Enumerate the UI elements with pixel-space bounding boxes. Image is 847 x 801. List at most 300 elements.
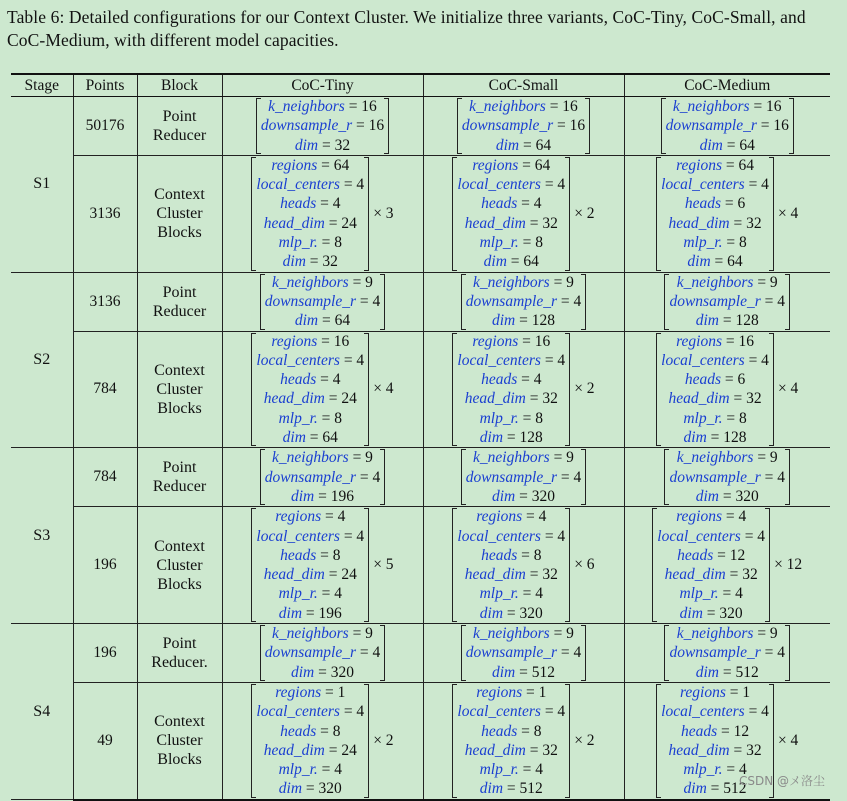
block-label-line: Blocks	[157, 224, 202, 242]
config-value: = 128	[722, 312, 759, 330]
config-value: = 4	[343, 527, 365, 545]
config-entry	[256, 370, 364, 389]
config-key: dim	[294, 136, 319, 154]
config-key: regions	[271, 156, 318, 174]
config-entry	[669, 624, 785, 643]
config-key: heads	[481, 371, 518, 389]
config-key: dim	[278, 604, 303, 622]
config-key: mlp_r.	[479, 761, 519, 779]
config-entry	[457, 527, 565, 546]
config-cell-coc-medium	[624, 507, 830, 624]
config-entry	[666, 136, 789, 155]
config-entry	[457, 332, 565, 351]
config-entry	[669, 292, 785, 311]
config-entry	[666, 116, 789, 135]
config-key: dim	[479, 604, 504, 622]
config-key: k_neighbors	[676, 273, 754, 291]
block-label-line: Blocks	[157, 751, 202, 769]
block-cell	[137, 448, 222, 507]
config-entry	[265, 643, 381, 662]
config-value: = 12	[717, 546, 746, 564]
repeat-count: × 2	[574, 380, 595, 398]
config-key: dim	[294, 312, 319, 330]
config-matrix	[452, 683, 570, 799]
config-entry	[457, 428, 565, 447]
repeat-count: × 2	[574, 731, 595, 749]
config-value: = 9	[757, 449, 778, 467]
config-entry	[457, 722, 565, 741]
config-matrix	[251, 683, 369, 799]
config-entry	[466, 292, 582, 311]
config-entry	[256, 527, 364, 546]
config-key: mlp_r.	[679, 585, 719, 603]
config-value: = 64	[321, 156, 350, 174]
config-value: = 4	[321, 585, 343, 603]
config-entry	[462, 97, 585, 116]
config-entry	[466, 624, 582, 643]
table-body	[11, 97, 830, 800]
config-value: = 4	[521, 195, 542, 213]
config-cell-coc-small	[423, 97, 624, 156]
config-key: head_dim	[464, 566, 526, 584]
config-value: = 9	[757, 273, 778, 291]
config-value: = 64	[321, 312, 351, 330]
points-cell: 50176	[73, 97, 137, 156]
config-matrix	[452, 507, 570, 623]
config-entry	[669, 643, 785, 662]
config-value: = 12	[721, 722, 750, 740]
config-value: = 64	[522, 156, 551, 174]
header-points: Points	[73, 74, 137, 97]
table-row	[11, 682, 830, 799]
config-matrix	[664, 448, 790, 506]
points-cell: 196	[73, 507, 137, 624]
config-value: = 196	[318, 487, 354, 505]
config-value: = 16	[760, 117, 789, 135]
config-entry	[669, 448, 785, 467]
config-value: = 4	[526, 508, 547, 526]
config-entry	[661, 683, 769, 702]
config-key: heads	[280, 195, 317, 213]
config-key: k_neighbors	[469, 98, 546, 115]
config-value: = 4	[359, 468, 381, 486]
config-value: = 9	[352, 625, 373, 643]
config-key: downsample_r	[461, 117, 554, 135]
config-key: dim	[683, 780, 707, 798]
config-key: head_dim	[464, 741, 526, 759]
config-key: mlp_r.	[479, 585, 519, 603]
config-entry	[657, 527, 765, 546]
block-label-line: Cluster	[156, 380, 203, 398]
config-key: local_centers	[256, 527, 340, 545]
points-cell: 3136	[73, 155, 137, 272]
config-matrix	[664, 273, 790, 331]
config-value: = 1	[325, 683, 346, 701]
block-label-line: Cluster	[156, 732, 203, 750]
block-label-line: Context	[154, 537, 205, 555]
config-key: regions	[679, 683, 726, 701]
config-entry	[256, 214, 364, 233]
config-key: downsample_r	[264, 468, 357, 486]
config-entry	[256, 604, 364, 623]
config-value: = 32	[729, 566, 758, 584]
config-key: dim	[495, 136, 520, 154]
config-value: = 16	[753, 98, 782, 115]
repeat-count: × 5	[373, 556, 394, 574]
config-key: heads	[680, 722, 718, 740]
config-key: dim	[695, 663, 719, 681]
config-cell-coc-tiny	[222, 448, 423, 507]
config-entry	[256, 194, 364, 213]
config-entry	[657, 584, 765, 603]
config-entry	[256, 546, 364, 565]
config-entry	[457, 409, 565, 428]
config-key: head_dim	[263, 741, 325, 759]
config-value: = 4	[343, 703, 365, 721]
points-cell: 49	[73, 682, 137, 799]
config-key: heads	[481, 546, 518, 564]
config-key: local_centers	[457, 703, 541, 721]
config-key: dim	[687, 253, 711, 271]
config-key: head_dim	[668, 741, 730, 759]
block-label-line: Point	[162, 107, 197, 125]
config-value: = 4	[522, 585, 544, 603]
config-key: local_centers	[457, 351, 541, 369]
config-value: = 16	[522, 332, 551, 350]
config-value: = 16	[321, 332, 350, 350]
config-key: heads	[677, 546, 714, 564]
config-key: head_dim	[664, 566, 726, 584]
config-key: downsample_r	[465, 292, 558, 310]
config-key: downsample_r	[669, 644, 761, 662]
config-entry	[466, 487, 582, 506]
header-coc-tiny: CoC-Tiny	[222, 74, 423, 97]
config-entry	[256, 332, 364, 351]
block-cell	[137, 331, 222, 448]
config-cell-coc-tiny	[222, 682, 423, 799]
config-value: = 8	[521, 546, 542, 564]
config-value: = 8	[522, 234, 544, 252]
config-cell-coc-tiny	[222, 97, 423, 156]
config-key: dim	[699, 136, 723, 154]
config-value: = 4	[764, 292, 786, 310]
table-row	[11, 97, 830, 156]
config-entry	[661, 741, 769, 760]
config-entry	[256, 389, 364, 408]
config-key: k_neighbors	[272, 449, 349, 467]
config-value: = 9	[553, 625, 574, 643]
config-value: = 4	[560, 292, 582, 310]
block-label-line: Cluster	[156, 556, 203, 574]
config-cell-coc-tiny	[222, 331, 423, 448]
config-entry	[466, 273, 582, 292]
config-value: = 320	[519, 487, 555, 505]
config-key: regions	[271, 332, 318, 350]
config-key: heads	[280, 546, 317, 564]
block-label-line: Context	[154, 186, 205, 204]
block-label-line: Cluster	[156, 205, 203, 223]
block-label-line: Blocks	[157, 575, 202, 593]
config-entry	[457, 702, 565, 721]
config-cell-coc-small	[423, 272, 624, 331]
config-entry	[666, 97, 789, 116]
config-value: = 4	[544, 176, 566, 194]
config-value: = 4	[748, 703, 769, 721]
config-entry	[661, 428, 769, 447]
config-matrix	[461, 273, 587, 331]
config-value: = 32	[733, 390, 762, 408]
config-value: = 4	[748, 351, 769, 369]
config-key: mlp_r.	[278, 585, 318, 603]
repeat-count: × 4	[777, 731, 799, 749]
config-value: = 4	[744, 527, 766, 545]
config-key: k_neighbors	[473, 625, 550, 643]
config-key: head_dim	[263, 214, 325, 232]
config-key: regions	[676, 508, 723, 526]
config-key: head_dim	[263, 566, 325, 584]
config-key: local_centers	[256, 351, 340, 369]
config-entry	[669, 487, 785, 506]
config-value: = 4	[321, 761, 343, 779]
config-value: = 64	[726, 136, 755, 154]
config-key: mlp_r.	[683, 409, 723, 427]
config-value: = 8	[320, 546, 341, 564]
config-entry	[466, 448, 582, 467]
config-key: head_dim	[668, 390, 730, 408]
config-key: mlp_r.	[683, 761, 723, 779]
repeat-count: × 6	[574, 556, 595, 574]
config-value: = 4	[764, 644, 786, 662]
config-value: = 4	[544, 527, 566, 545]
config-key: local_centers	[457, 176, 541, 194]
stage-cell: S1	[11, 97, 73, 273]
config-cell-coc-small	[423, 682, 624, 799]
config-entry	[661, 332, 769, 351]
config-entry	[661, 370, 769, 389]
config-key: local_centers	[661, 703, 745, 721]
config-value: = 8	[321, 409, 343, 427]
config-key: k_neighbors	[676, 449, 754, 467]
repeat-count: × 3	[373, 204, 394, 222]
config-value: = 16	[348, 98, 377, 115]
config-key: heads	[280, 371, 317, 389]
config-matrix	[452, 332, 570, 448]
config-entry	[457, 194, 565, 213]
config-value: = 4	[748, 176, 769, 194]
config-key: k_neighbors	[272, 273, 349, 291]
config-key: mlp_r.	[278, 761, 318, 779]
block-label-line: Reducer	[152, 478, 207, 496]
table-row	[11, 331, 830, 448]
config-entry	[256, 683, 364, 702]
config-value: = 64	[309, 429, 338, 447]
config-key: downsample_r	[260, 117, 353, 135]
config-cell-coc-tiny	[222, 272, 423, 331]
config-value: = 24	[328, 390, 357, 408]
config-value: = 8	[522, 409, 544, 427]
config-key: dim	[290, 663, 315, 681]
config-key: k_neighbors	[473, 273, 550, 291]
config-matrix	[256, 97, 389, 155]
config-entry	[256, 233, 364, 252]
config-value: = 8	[521, 722, 542, 740]
config-key: dim	[282, 429, 306, 447]
repeat-count: × 2	[574, 204, 595, 222]
config-entry	[256, 252, 364, 271]
config-entry	[466, 663, 582, 682]
config-value: = 32	[321, 136, 351, 154]
stage-cell: S2	[11, 272, 73, 448]
config-value: = 32	[529, 566, 558, 584]
repeat-count: × 4	[373, 380, 394, 398]
config-value: = 320	[506, 604, 543, 622]
config-value: = 64	[725, 156, 755, 174]
config-matrix	[461, 624, 587, 682]
config-cell-coc-small	[423, 507, 624, 624]
config-value: = 4	[726, 761, 747, 779]
config-value: = 8	[321, 234, 343, 252]
config-cell-coc-small	[423, 331, 624, 448]
config-entry	[669, 663, 785, 682]
config-entry	[256, 702, 364, 721]
config-matrix	[251, 156, 369, 272]
config-value: = 32	[529, 741, 558, 759]
config-value: = 9	[757, 625, 778, 643]
config-value: = 9	[553, 273, 574, 291]
config-key: mlp_r.	[683, 234, 723, 252]
config-entry	[256, 409, 364, 428]
config-entry	[657, 546, 765, 565]
config-value: = 512	[519, 663, 555, 681]
config-key: dim	[278, 780, 303, 798]
repeat-count: × 4	[777, 204, 799, 222]
config-value: = 16	[356, 117, 385, 135]
config-matrix	[260, 448, 386, 506]
config-key: dim	[491, 663, 516, 681]
config-entry	[457, 584, 565, 603]
block-label-line: Context	[154, 361, 205, 379]
config-entry	[466, 311, 582, 330]
config-key: head_dim	[464, 390, 526, 408]
config-entry	[457, 252, 565, 271]
config-key: heads	[481, 195, 518, 213]
config-value: = 320	[706, 604, 743, 622]
config-entry	[457, 779, 565, 798]
config-cell-coc-tiny	[222, 507, 423, 624]
block-label-line: Reducer	[152, 126, 207, 144]
config-entry	[457, 389, 565, 408]
points-cell: 196	[73, 624, 137, 683]
config-key: local_centers	[457, 527, 541, 545]
config-key: regions	[676, 156, 723, 174]
config-entry	[256, 507, 364, 526]
config-value: = 4	[560, 644, 582, 662]
config-value: = 1	[526, 683, 547, 701]
header-coc-small: CoC-Small	[423, 74, 624, 97]
config-key: dim	[491, 312, 516, 330]
config-key: local_centers	[661, 351, 745, 369]
config-entry	[661, 389, 769, 408]
config-key: head_dim	[263, 390, 325, 408]
config-key: mlp_r.	[479, 234, 519, 252]
config-matrix	[461, 448, 587, 506]
config-entry	[265, 311, 381, 330]
config-entry	[661, 156, 769, 175]
table-row	[11, 272, 830, 331]
config-value: = 8	[320, 722, 341, 740]
config-value: = 4	[764, 468, 786, 486]
config-entry	[669, 311, 785, 330]
config-value: = 24	[328, 214, 357, 232]
config-entry	[256, 741, 364, 760]
config-value: = 4	[560, 468, 582, 486]
config-key: dim	[491, 487, 516, 505]
config-value: = 64	[714, 253, 743, 271]
table-row	[11, 155, 830, 272]
config-value: = 32	[733, 741, 762, 759]
config-matrix	[452, 156, 570, 272]
config-value: = 128	[710, 429, 747, 447]
config-key: regions	[476, 683, 523, 701]
repeat-count: × 12	[774, 556, 803, 574]
config-value: = 9	[553, 449, 574, 467]
config-key: regions	[472, 156, 519, 174]
config-entry	[657, 565, 765, 584]
config-key: heads	[684, 371, 722, 389]
config-value: = 512	[710, 780, 747, 798]
config-key: k_neighbors	[676, 625, 754, 643]
config-key: local_centers	[661, 176, 745, 194]
config-matrix	[656, 156, 774, 272]
block-cell	[137, 155, 222, 272]
config-key: dim	[683, 429, 707, 447]
points-cell: 784	[73, 331, 137, 448]
watermark: CSDN @メ洛尘	[738, 774, 825, 788]
config-value: = 512	[722, 663, 759, 681]
config-key: downsample_r	[669, 292, 761, 310]
config-value: = 32	[733, 214, 762, 232]
block-cell	[137, 682, 222, 799]
config-entry	[466, 643, 582, 662]
config-entry	[256, 760, 364, 779]
config-key: local_centers	[256, 703, 340, 721]
block-cell	[137, 97, 222, 156]
config-value: = 1	[729, 683, 751, 701]
config-value: = 4	[544, 703, 566, 721]
config-entry	[661, 233, 769, 252]
config-value: = 8	[726, 409, 747, 427]
config-value: = 320	[722, 487, 759, 505]
table-row	[11, 624, 830, 683]
config-value: = 32	[309, 253, 338, 271]
config-entry	[265, 624, 381, 643]
block-label-line: Point	[162, 634, 197, 652]
config-key: k_neighbors	[473, 449, 550, 467]
config-value: = 24	[328, 566, 357, 584]
config-entry	[661, 351, 769, 370]
config-key: downsample_r	[665, 117, 757, 135]
config-entry	[261, 116, 384, 135]
config-cell-coc-medium	[624, 448, 830, 507]
block-label-line: Point	[162, 283, 197, 301]
config-key: k_neighbors	[268, 98, 345, 115]
config-value: = 4	[343, 176, 365, 194]
table-row	[11, 448, 830, 507]
block-label-line: Point	[162, 459, 197, 477]
config-entry	[256, 779, 364, 798]
config-entry	[657, 507, 765, 526]
config-value: = 9	[352, 449, 373, 467]
